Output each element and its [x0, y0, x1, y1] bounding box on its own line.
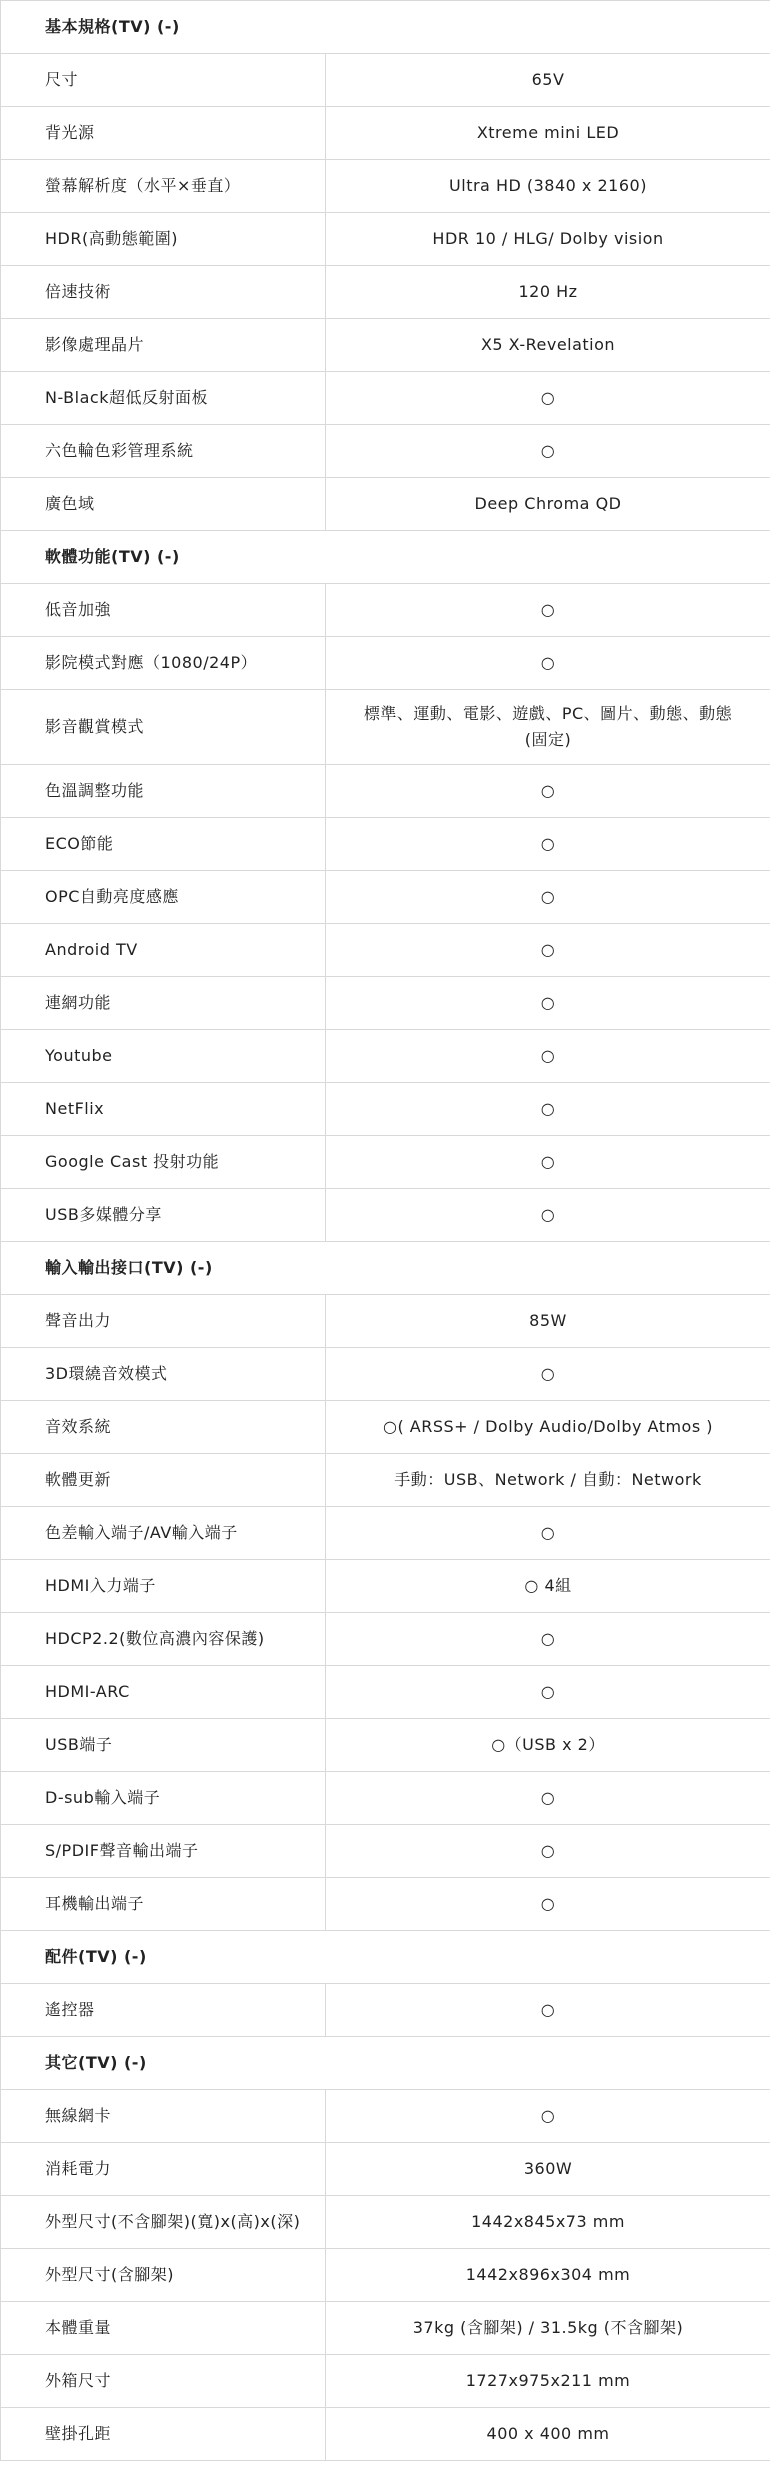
spec-value: ○	[326, 1984, 770, 2037]
table-row	[1, 1984, 770, 2037]
table-row	[1, 977, 770, 1030]
spec-value: ○	[326, 1666, 770, 1719]
spec-value: ○( ARSS+ / Dolby Audio/Dolby Atmos )	[326, 1401, 770, 1454]
spec-label: 尺寸	[1, 54, 326, 107]
spec-label: 3D環繞音效模式	[1, 1348, 326, 1401]
spec-value: ○	[326, 924, 770, 977]
section-header-row	[1, 531, 770, 584]
spec-value: 37kg (含腳架) / 31.5kg (不含腳架)	[326, 2302, 770, 2355]
spec-label: HDMI入力端子	[1, 1560, 326, 1613]
spec-label: 色溫調整功能	[1, 765, 326, 818]
table-row	[1, 765, 770, 818]
section-title: 輸入輸出接口(TV) (-)	[1, 1242, 770, 1295]
spec-value: 標準、運動、電影、遊戲、PC、圖片、動態、動態(固定)	[326, 690, 770, 765]
table-row	[1, 478, 770, 531]
table-row	[1, 2302, 770, 2355]
spec-label: 消耗電力	[1, 2143, 326, 2196]
spec-value: ○	[326, 818, 770, 871]
spec-value: ○	[326, 871, 770, 924]
spec-label: 六色輪色彩管理系統	[1, 425, 326, 478]
spec-label: 耳機輸出端子	[1, 1878, 326, 1931]
table-row	[1, 871, 770, 924]
spec-label: 影音觀賞模式	[1, 690, 326, 765]
table-row	[1, 2408, 770, 2461]
table-row	[1, 637, 770, 690]
spec-value: ○	[326, 425, 770, 478]
spec-value: ○	[326, 1136, 770, 1189]
spec-label: 色差輸入端子/AV輸入端子	[1, 1507, 326, 1560]
spec-label: 影院模式對應（1080/24P）	[1, 637, 326, 690]
spec-label: HDR(高動態範圍)	[1, 213, 326, 266]
table-row	[1, 1083, 770, 1136]
section-header-row	[1, 1, 770, 54]
table-row	[1, 818, 770, 871]
spec-value: ○	[326, 1825, 770, 1878]
table-row	[1, 2249, 770, 2302]
spec-label: 遙控器	[1, 1984, 326, 2037]
spec-value: 1442x845x73 mm	[326, 2196, 770, 2249]
table-row	[1, 1719, 770, 1772]
spec-label: Google Cast 投射功能	[1, 1136, 326, 1189]
section-header-row	[1, 1931, 770, 1984]
spec-value: 手動：USB、Network / 自動：Network	[326, 1454, 770, 1507]
spec-label: ECO節能	[1, 818, 326, 871]
table-row	[1, 1507, 770, 1560]
table-row	[1, 924, 770, 977]
spec-label: 廣色域	[1, 478, 326, 531]
table-row	[1, 2196, 770, 2249]
spec-label: OPC自動亮度感應	[1, 871, 326, 924]
table-row	[1, 266, 770, 319]
spec-value: ○ 4組	[326, 1560, 770, 1613]
table-row	[1, 1772, 770, 1825]
spec-value: ○	[326, 1507, 770, 1560]
table-row	[1, 213, 770, 266]
spec-label: Youtube	[1, 1030, 326, 1083]
spec-value: ○	[326, 1083, 770, 1136]
section-header-row	[1, 2037, 770, 2090]
section-header-row	[1, 1242, 770, 1295]
spec-label: 低音加強	[1, 584, 326, 637]
spec-value: ○	[326, 2090, 770, 2143]
spec-label: Android TV	[1, 924, 326, 977]
spec-label: 影像處理晶片	[1, 319, 326, 372]
spec-label: 螢幕解析度（水平×垂直）	[1, 160, 326, 213]
table-row	[1, 1878, 770, 1931]
spec-value: ○	[326, 1189, 770, 1242]
spec-label: 背光源	[1, 107, 326, 160]
spec-value: Xtreme mini LED	[326, 107, 770, 160]
section-title: 軟體功能(TV) (-)	[1, 531, 770, 584]
spec-value: 85W	[326, 1295, 770, 1348]
table-row	[1, 1295, 770, 1348]
spec-value: 120 Hz	[326, 266, 770, 319]
table-row	[1, 2090, 770, 2143]
spec-label: 外箱尺寸	[1, 2355, 326, 2408]
table-row	[1, 1825, 770, 1878]
spec-value: ○	[326, 1878, 770, 1931]
spec-value: 65V	[326, 54, 770, 107]
spec-value: ○	[326, 765, 770, 818]
table-row	[1, 1136, 770, 1189]
table-row	[1, 2143, 770, 2196]
spec-label: USB端子	[1, 1719, 326, 1772]
spec-label: 外型尺寸(含腳架)	[1, 2249, 326, 2302]
table-row	[1, 2355, 770, 2408]
spec-value: ○	[326, 637, 770, 690]
spec-value: ○（USB x 2）	[326, 1719, 770, 1772]
table-row	[1, 160, 770, 213]
spec-value: ○	[326, 584, 770, 637]
table-row	[1, 54, 770, 107]
spec-value: ○	[326, 1772, 770, 1825]
section-title: 基本規格(TV) (-)	[1, 1, 770, 54]
spec-value: 360W	[326, 2143, 770, 2196]
spec-value: ○	[326, 1030, 770, 1083]
spec-label: HDMI-ARC	[1, 1666, 326, 1719]
table-row	[1, 1454, 770, 1507]
spec-value: 1442x896x304 mm	[326, 2249, 770, 2302]
spec-label: 本體重量	[1, 2302, 326, 2355]
spec-label: 壁掛孔距	[1, 2408, 326, 2461]
spec-label: 連網功能	[1, 977, 326, 1030]
spec-value: ○	[326, 977, 770, 1030]
spec-label: 軟體更新	[1, 1454, 326, 1507]
table-row	[1, 690, 770, 765]
spec-label: 音效系統	[1, 1401, 326, 1454]
table-row	[1, 1666, 770, 1719]
spec-value: X5 X-Revelation	[326, 319, 770, 372]
table-row	[1, 1189, 770, 1242]
table-row	[1, 1401, 770, 1454]
table-row	[1, 1613, 770, 1666]
spec-table-body	[1, 1, 770, 2461]
spec-label: N-Black超低反射面板	[1, 372, 326, 425]
spec-label: 倍速技術	[1, 266, 326, 319]
table-row	[1, 425, 770, 478]
spec-label: 外型尺寸(不含腳架)(寬)x(高)x(深)	[1, 2196, 326, 2249]
table-row	[1, 1348, 770, 1401]
spec-value: 1727x975x211 mm	[326, 2355, 770, 2408]
spec-label: 聲音出力	[1, 1295, 326, 1348]
table-row	[1, 372, 770, 425]
spec-label: 無線網卡	[1, 2090, 326, 2143]
spec-label: HDCP2.2(數位高濃內容保護)	[1, 1613, 326, 1666]
spec-label: D-sub輸入端子	[1, 1772, 326, 1825]
spec-value: ○	[326, 372, 770, 425]
spec-label: S/PDIF聲音輸出端子	[1, 1825, 326, 1878]
spec-value: Ultra HD (3840 x 2160)	[326, 160, 770, 213]
table-row	[1, 1560, 770, 1613]
spec-value: Deep Chroma QD	[326, 478, 770, 531]
spec-value: HDR 10 / HLG/ Dolby vision	[326, 213, 770, 266]
section-title: 其它(TV) (-)	[1, 2037, 770, 2090]
table-row	[1, 1030, 770, 1083]
table-row	[1, 584, 770, 637]
table-row	[1, 107, 770, 160]
spec-label: NetFlix	[1, 1083, 326, 1136]
spec-value: ○	[326, 1613, 770, 1666]
section-title: 配件(TV) (-)	[1, 1931, 770, 1984]
spec-label: USB多媒體分享	[1, 1189, 326, 1242]
table-row	[1, 319, 770, 372]
spec-value: 400 x 400 mm	[326, 2408, 770, 2461]
spec-value: ○	[326, 1348, 770, 1401]
